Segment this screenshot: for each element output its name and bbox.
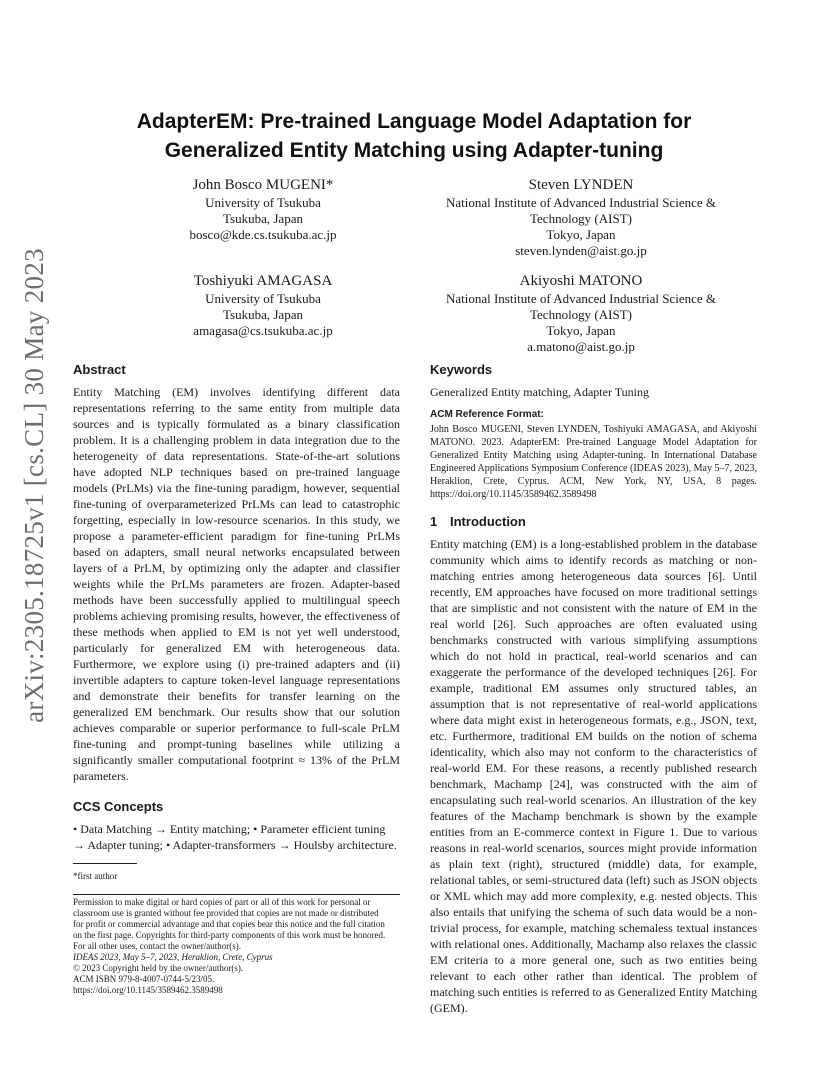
author-affiliation: University of Tsukuba xyxy=(205,291,321,306)
doi-line[interactable]: https://doi.org/10.1145/3589462.3589498 xyxy=(73,985,223,995)
author-email: bosco@kde.cs.tsukuba.ac.jp xyxy=(189,227,337,242)
paper-title xyxy=(60,107,768,165)
footnote-divider xyxy=(73,863,137,864)
acm-reference-body: John Bosco MUGENI, Steven LYNDEN, Toshiyuki AMAGASA, and Akiyoshi MATONO. 2023. AdapterEM: Pre-trained Language Model Adaptation for Generalized Entity Matching using Adapter-tuning. In International Database Engineered Applications Symposium Conference (IDEAS 2023), May 5–7, 2023, Heraklion, Crete, Cyprus. ACM, New York, NY, USA, 8 pages. https://doi.org/10.1145/3589462.3589498 xyxy=(430,424,757,500)
abstract-section xyxy=(73,361,400,784)
author-location: Tsukuba, Japan xyxy=(223,307,303,322)
right-column xyxy=(430,361,757,1016)
arxiv-identifier: arXiv:2305.18725v1 [cs.CL] 30 May 2023 xyxy=(18,247,49,723)
author-block xyxy=(426,176,736,259)
isbn-line: ACM ISBN 979-8-4007-0744-5/23/05. xyxy=(73,974,215,984)
author-location: Tokyo, Japan xyxy=(546,227,616,242)
permission-line: For all other uses, contact the owner/author(s). xyxy=(73,941,241,951)
permission-line: classroom use is granted without fee provided that copies are not made or distributed xyxy=(73,908,379,918)
permission-line: Permission to make digital or hard copies of part or all of this work for personal or xyxy=(73,897,371,907)
conference-line: IDEAS 2023, May 5–7, 2023, Heraklion, Crete, Cyprus xyxy=(73,952,273,962)
left-column xyxy=(73,361,400,996)
permission-divider xyxy=(73,894,400,895)
author-block xyxy=(140,176,386,243)
ccs-section xyxy=(73,798,400,853)
section-title: Introduction xyxy=(450,514,526,529)
author-email: a.matono@aist.go.jp xyxy=(527,339,635,354)
author-email: amagasa@cs.tsukuba.ac.jp xyxy=(193,323,333,338)
author-name: Akiyoshi MATONO xyxy=(519,273,643,289)
author-block xyxy=(426,272,736,355)
introduction-body: Entity matching (EM) is a long-established problem in the database community which aims to identify records as matching or non-matching entries among heterogeneous data sources [6]. Until recently, EM approaches have focused on more traditional settings that are simplistic and not consistent with the nature of EM in the real world [26]. Such approaches are often evaluated using benchmarks constructed with various simplifying assumptions which do not hold in practical, real-world scenarios and can exaggerate the performance of the developed techniques [26]. For example, traditional EM assumes only structured tables, an assumption that is not representative of real-world applications where data might exist in heterogeneous formats, e.g., JSON, text, etc. Furthermore, traditional EM builds on the notion of schema identicality, which also may not conform to the characteristics of real-world EM. For these reasons, a recently published research benchmark, Machamp [24], was constructed with the aim of encapsulating such real-world scenarios. An illustration of the key features of the Machamp benchmark is shown by the example entities from an E-commerce context in Figure 1. Due to various reasons in real-world scenarios, sources might provide information as plain text (right), structured (middle) data, for example, relational tables, or semi-structured data (left) such as JSON objects or XML which may add more complexity, e.g. nested objects. This also entails that unifying the schema of such data would be a non-trivial process, for example, matching schemaless textual instances with relational ones. Additionally, Machamp also relaxes the classic EM criteria to a more general one, such as two entities being relevant to each other rather than identical. The problem of matching such entities is referred to as Generalized Entity Matching (GEM). xyxy=(430,537,757,1015)
author-name: Toshiyuki AMAGASA xyxy=(193,273,333,289)
keywords-heading: Keywords xyxy=(430,362,493,377)
section-number: 1 xyxy=(430,514,438,529)
abstract-heading: Abstract xyxy=(73,362,126,377)
footnote: *first author xyxy=(73,871,118,881)
author-affiliation: Technology (AIST) xyxy=(530,211,632,226)
title-line-1: AdapterEM: Pre-trained Language Model Adaptation for xyxy=(136,110,692,133)
introduction-section xyxy=(430,513,757,1016)
author-location: Tsukuba, Japan xyxy=(223,211,303,226)
keywords-section xyxy=(430,361,757,400)
arxiv-sidebar xyxy=(14,247,54,723)
permission-notice xyxy=(73,897,400,996)
acm-reference-heading: ACM Reference Format: xyxy=(430,409,544,420)
permission-line: for profit or commercial advantage and that copies bear this notice and the full citation xyxy=(73,919,385,929)
author-affiliation: University of Tsukuba xyxy=(205,195,321,210)
permission-line: on the first page. Copyrights for third-party components of this work must be honored. xyxy=(73,930,386,940)
copyright-line: © 2023 Copyright held by the owner/author(s). xyxy=(73,963,244,973)
introduction-heading xyxy=(430,513,757,530)
keywords-body: Generalized Entity matching, Adapter Tuning xyxy=(430,385,649,399)
abstract-body: Entity Matching (EM) involves identifying different data representations referring to the same entity from multiple data sources and is typically formulated as a binary classification problem. It is a challenging problem in data integration due to the heterogeneity of data representations. State-of-the-art solutions have adopted NLP techniques based on pre-trained language models (PrLMs) via the fine-tuning paradigm, however, sequential fine-tuning of overparameterized PrLMs can lead to catastrophic forgetting, especially in low-resource scenarios. In this study, we propose a parameter-efficient paradigm for fine-tuning PrLMs based on adapters, small neural networks encapsulated between layers of a PrLM, by optimizing only the adapter and classifier weights while the PrLMs parameters are frozen. Adapter-based methods have been successfully applied to multilingual speech problems achieving promising results, however, the effectiveness of these methods when applied to EM is not yet well understood, particularly for generalized EM with heterogeneous data. Furthermore, we explore using (i) pre-trained adapters and (ii) invertible adapters to capture token-level language representations and demonstrate their benefits for transfer learning on the generalized EM benchmark. Our results show that our solution achieves comparable or superior performance to full-scale PrLM fine-tuning and prompt-tuning baselines while utilizing a significantly smaller computational footprint ≈ 13% of the PrLM parameters. xyxy=(73,385,400,783)
author-email: steven.lynden@aist.go.jp xyxy=(515,243,647,258)
acm-reference-section xyxy=(430,408,757,501)
title-line-2: Generalized Entity Matching using Adapter-tuning xyxy=(164,139,664,162)
author-name: John Bosco MUGENI* xyxy=(192,177,334,193)
author-affiliation: National Institute of Advanced Industrial Science & xyxy=(445,195,717,210)
author-affiliation: Technology (AIST) xyxy=(530,307,632,322)
ccs-heading: CCS Concepts xyxy=(73,799,164,814)
author-block xyxy=(140,272,386,339)
author-name: Steven LYNDEN xyxy=(528,177,634,193)
author-location: Tokyo, Japan xyxy=(546,323,616,338)
author-affiliation: National Institute of Advanced Industrial Science & xyxy=(445,291,717,306)
ccs-body: • Data Matching → Entity matching; • Parameter efficient tuning → Adapter tuning; • Adapter-transformers → Houlsby architecture. xyxy=(73,822,397,852)
